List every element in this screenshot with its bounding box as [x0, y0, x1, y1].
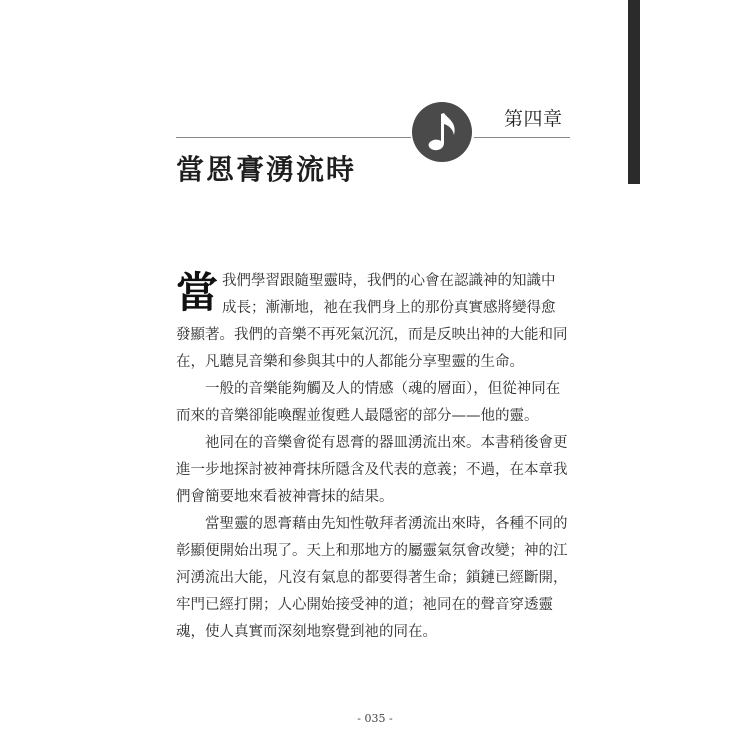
- paragraph: [176, 511, 586, 646]
- text-line: 進一步地探討被神膏抹所隱含及代表的意義；不過，在本章我: [176, 462, 568, 478]
- text-line: 一般的音樂能夠觸及人的情感（魂的層面），但從神同在: [205, 381, 561, 397]
- music-note-badge: [412, 102, 472, 162]
- text-line: 祂同在的音樂會從有恩膏的器皿湧流出來。本書稍後會更: [205, 435, 568, 451]
- text-line: 當聖靈的恩膏藉由先知性敬拜者湧流出來時，各種不同的: [205, 516, 568, 532]
- header-rule-right: [474, 137, 570, 138]
- paragraph: [176, 430, 586, 511]
- paragraph: [176, 268, 586, 376]
- text-line: 成長；漸漸地，祂在我們身上的那份真實感將變得愈: [222, 300, 556, 316]
- header-rule-left: [176, 137, 411, 138]
- body-text: [176, 268, 586, 646]
- text-line: 在，凡聽見音樂和參與其中的人都能分享聖靈的生命。: [176, 354, 524, 370]
- music-note-icon: [412, 102, 472, 162]
- text-line: 我們學習跟隨聖靈時，我們的心會在認識神的知識中: [222, 273, 556, 289]
- text-line: 彰顯便開始出現了。天上和那地方的屬靈氣氛會改變；神的江: [176, 543, 568, 559]
- chapter-title: 當恩膏湧流時: [176, 153, 357, 186]
- text-line: 魂，使人真實而深刻地察覺到祂的同在。: [176, 624, 437, 640]
- text-line: 而來的音樂卻能喚醒並復甦人最隱密的部分——他的靈。: [176, 408, 539, 424]
- paragraph: [176, 376, 586, 430]
- chapter-edge-tab: [628, 0, 640, 184]
- page-number: - 035 -: [357, 712, 393, 725]
- drop-cap: 當: [176, 268, 219, 317]
- chapter-label: 第四章: [504, 108, 563, 130]
- text-line: 牢門已經打開；人心開始接受神的道；祂同在的聲音穿透靈: [176, 597, 553, 613]
- text-line: 河湧流出大能，凡沒有氣息的都要得著生命；鎖鏈已經斷開，: [176, 570, 568, 586]
- text-line: 發顯著。我們的音樂不再死氣沉沉，而是反映出神的大能和同: [176, 327, 568, 343]
- text-line: 們會簡要地來看被神膏抹的結果。: [176, 489, 394, 505]
